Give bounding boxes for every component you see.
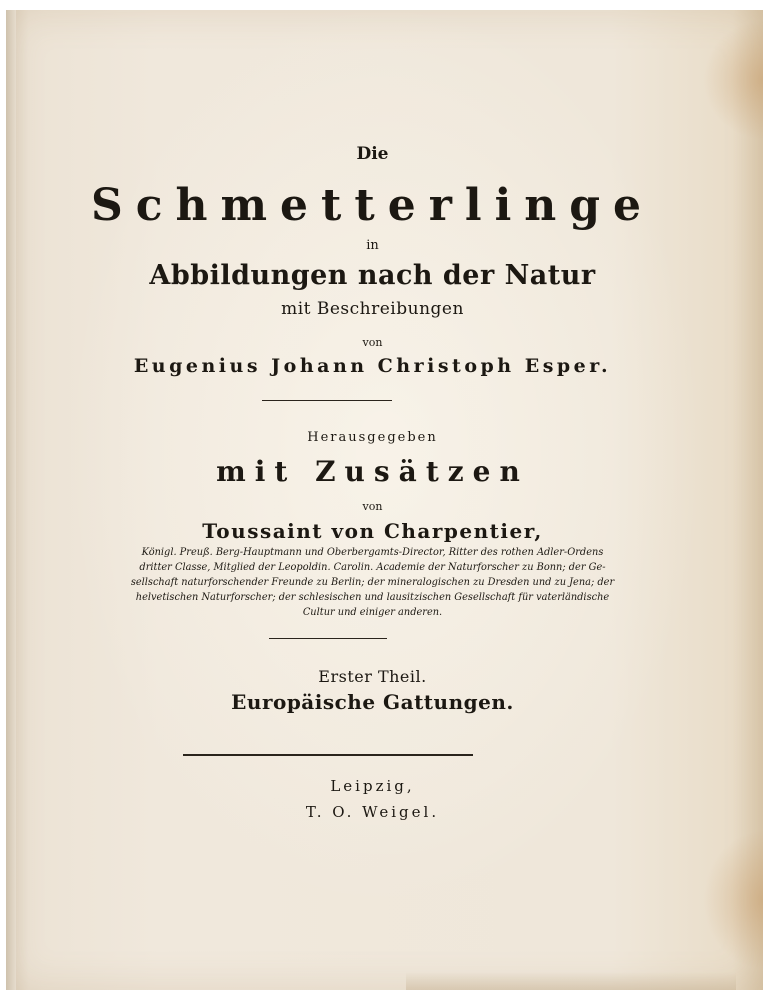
rule-3 — [183, 754, 473, 756]
edited-with: mit Zusätzen — [216, 455, 529, 488]
editor-credentials-2: dritter Classe, Mitglied der Leopoldin. Carolin. Academie der Naturforscher zu Bonn; der Ge- — [139, 562, 606, 573]
paper-wear — [406, 972, 736, 990]
imprint-publisher: T. O. Weigel. — [305, 803, 440, 821]
editor-credentials-3: sellschaft naturforschender Freunde zu Berlin; der mineralogischen zu Dresden und zu Jena; der — [130, 577, 615, 588]
rule-2 — [269, 638, 387, 639]
by-2: von — [362, 500, 383, 513]
editor-name: Toussaint von Charpentier, — [202, 519, 543, 543]
connector-in: in — [366, 238, 379, 253]
imprint-place: Leipzig, — [330, 777, 415, 795]
edited-label: Herausgegeben — [307, 430, 438, 445]
editor-credentials-5: Cultur und einiger anderen. — [302, 607, 443, 618]
foxing-stain — [703, 830, 763, 970]
title-page — [6, 10, 763, 990]
part-number: Erster Theil. — [318, 667, 427, 686]
pre-title: Die — [356, 144, 389, 164]
subtitle-2: mit Beschreibungen — [281, 299, 464, 319]
editor-credentials-4: helvetischen Naturforscher; der schlesischen und lausitzischen Gesellschaft für vaterländische — [135, 592, 610, 603]
foxing-stain — [703, 20, 763, 140]
part-title: Europäische Gattungen. — [231, 690, 514, 714]
editor-credentials-1: Königl. Preuß. Berg-Hauptmann und Oberbergamts-Director, Ritter des rothen Adler-Ordens — [141, 547, 604, 558]
main-title: Schmetterlinge — [90, 180, 655, 231]
subtitle-1: Abbildungen nach der Natur — [149, 260, 596, 291]
rule-1 — [262, 400, 392, 401]
author: Eugenius Johann Christoph Esper. — [133, 355, 612, 377]
by-1: von — [362, 336, 383, 349]
